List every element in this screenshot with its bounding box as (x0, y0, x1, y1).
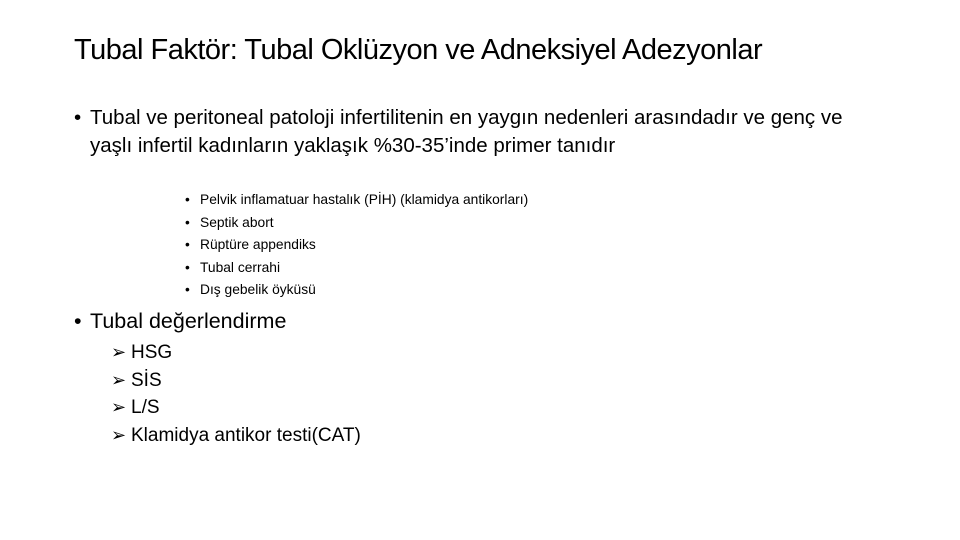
list-item (111, 422, 611, 450)
list-item-text: Septik abort (200, 214, 274, 230)
bullet-text: Tubal değerlendirme (90, 309, 287, 333)
bullet-marker: • (185, 192, 190, 207)
list-item-text: Rüptüre appendiks (200, 237, 316, 252)
arrow-bullet-icon: ➢ (111, 369, 127, 390)
slide-title: Tubal Faktör: Tubal Oklüzyon ve Adneksiyel Adezyonlar (74, 34, 763, 66)
bullet-tubal-peritoneal (74, 104, 874, 160)
bullet-text: Tubal ve peritoneal patoloji infertilitenin en yaygın nedenleri arasındadır ve genç ve yaşlı infertil kadınların yaklaşık %30-35’inde primer tanıdır (90, 106, 843, 157)
evaluation-method-list (111, 339, 611, 449)
arrow-bullet-icon: ➢ (111, 397, 127, 417)
list-item-text: Klamidya antikor testi(CAT) (131, 424, 361, 446)
list-item-text: Pelvik inflamatuar hastalık (PİH) (klamidya antikorları) (200, 192, 529, 207)
list-item-text: HSG (131, 342, 173, 363)
risk-factor-list (185, 189, 745, 302)
arrow-bullet-icon: ➢ (111, 424, 127, 445)
arrow-bullet-icon: ➢ (111, 342, 127, 362)
list-item (185, 212, 745, 235)
list-item-text: Dış gebelik öyküsü (200, 282, 316, 297)
list-item-text: Tubal cerrahi (200, 259, 281, 275)
bullet-marker: • (74, 309, 82, 333)
list-item (185, 279, 745, 302)
list-item-text: L/S (131, 397, 160, 418)
list-item (111, 339, 611, 367)
bullet-marker: • (185, 237, 190, 252)
bullet-marker: • (74, 106, 82, 129)
list-item (185, 189, 745, 212)
bullet-tubal-evaluation (74, 307, 874, 335)
list-item (111, 394, 611, 422)
list-item (111, 367, 611, 395)
bullet-marker: • (185, 214, 190, 230)
bullet-marker: • (185, 259, 190, 275)
list-item-text: SİS (131, 369, 162, 391)
list-item (185, 234, 745, 257)
list-item (185, 257, 745, 280)
bullet-marker: • (185, 282, 190, 297)
